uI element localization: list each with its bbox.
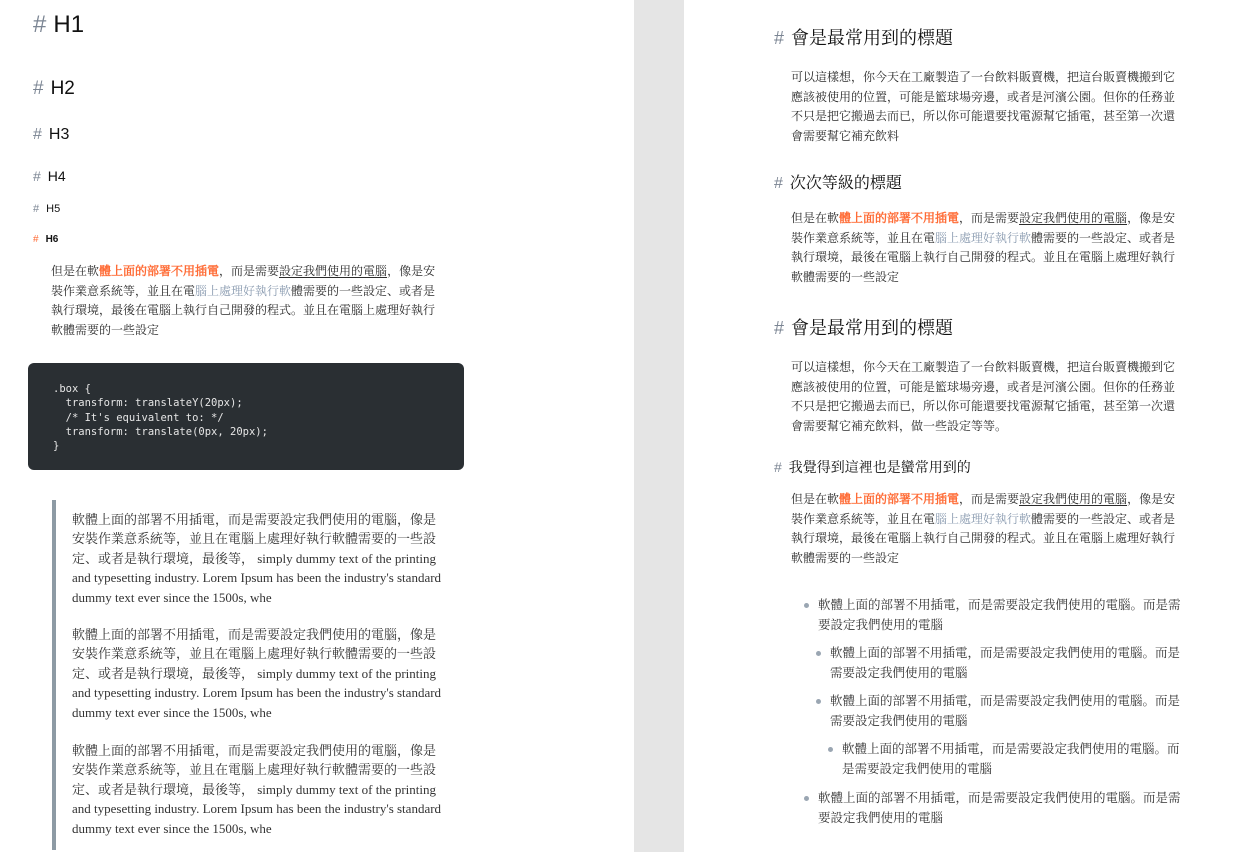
body-paragraph bbox=[791, 490, 1183, 568]
bullet-icon bbox=[804, 603, 809, 608]
heading-h5 bbox=[33, 203, 60, 215]
heading-text: 我覺得到這裡也是蠻常用到的 bbox=[788, 459, 971, 475]
list-item bbox=[818, 789, 1188, 828]
list-item bbox=[830, 644, 1188, 683]
heading-text: 會是最常用到的標題 bbox=[791, 318, 954, 338]
heading-h2 bbox=[33, 78, 75, 100]
heading-hash-mark: # bbox=[774, 318, 785, 338]
text-run: ，而是需要 bbox=[959, 492, 1020, 506]
section-heading bbox=[774, 457, 971, 477]
heading-hash-mark: # bbox=[774, 175, 783, 192]
heading-hash-mark: # bbox=[33, 126, 42, 143]
list-item bbox=[842, 740, 1188, 779]
heading-text: H2 bbox=[50, 78, 75, 99]
body-paragraph bbox=[51, 262, 443, 340]
bullet-icon bbox=[816, 651, 821, 656]
text-run: 體需要的一些設定、或者是執行環境，最後在電腦上執行自己開發的程式。並且在電腦上處理好執行軟體需要的一些設定 bbox=[791, 230, 1176, 284]
heading-text: H6 bbox=[45, 234, 59, 245]
section-heading bbox=[774, 24, 953, 50]
underlined-text: 設定我們使用的電腦 bbox=[1019, 492, 1128, 506]
heading-h6 bbox=[33, 234, 58, 245]
list-item-text: 軟體上面的部署不用插電，而是需要設定我們使用的電腦。而是需要設定我們使用的電腦 bbox=[842, 742, 1180, 776]
body-paragraph bbox=[791, 209, 1183, 287]
list-item-text: 軟體上面的部署不用插電，而是需要設定我們使用的電腦。而是需要設定我們使用的電腦 bbox=[818, 598, 1181, 632]
bullet-icon bbox=[828, 747, 833, 752]
list-item-text: 軟體上面的部署不用插電，而是需要設定我們使用的電腦。而是需要設定我們使用的電腦 bbox=[818, 791, 1181, 825]
right-document-panel bbox=[684, 0, 1242, 852]
text-run: ，像是安裝作業意系統等，並且在電 bbox=[791, 211, 1176, 245]
heading-h1 bbox=[33, 11, 84, 39]
inline-link[interactable]: 腦上處理好執行軟 bbox=[935, 511, 1032, 526]
heading-text: H4 bbox=[47, 168, 66, 184]
heading-hash-mark: # bbox=[774, 28, 785, 48]
blockquote-paragraph: 軟體上面的部署不用插電，而是需要設定我們使用的電腦，像是安裝作業意系統等，並且在電腦上處理好執行軟體需要的一些設定、或者是執行環境，最後等， simply dummy text of the printing and typesetting industry. Lorem Ipsum has been the industry's standard dummy text ever since the 1500s, whe bbox=[72, 627, 442, 720]
list-item-text: 軟體上面的部署不用插電，而是需要設定我們使用的電腦。而是需要設定我們使用的電腦 bbox=[830, 646, 1181, 680]
heading-text: H5 bbox=[46, 203, 61, 215]
heading-h3 bbox=[33, 126, 69, 144]
underlined-text: 設定我們使用的電腦 bbox=[1019, 211, 1128, 225]
text-run: 體需要的一些設定、或者是執行環境，最後在電腦上執行自己開發的程式。並且在電腦上處理好執行軟體需要的一些設定 bbox=[51, 283, 436, 337]
code-text: .box { transform: translateY(20px); /* It's equivalent to: */ transform: translate(0px, 20px); } bbox=[53, 383, 268, 453]
blockquote-bar bbox=[52, 500, 56, 850]
body-paragraph: 可以這樣想，你今天在工廠製造了一台飲料販賣機，把這台販賣機搬到它應該被使用的位置，可能是籃球場旁邊，或者是河濱公園。但你的任務並不只是把它搬過去而已，所以你可能還要找電源幫它插電，甚至第一次還會需要幫它補充飲料，做一些設定等等。 bbox=[791, 360, 1176, 433]
heading-hash-mark: # bbox=[33, 11, 47, 38]
highlight-text: 體上面的部署不用插電 bbox=[839, 492, 960, 506]
list-item bbox=[818, 596, 1188, 635]
heading-text: 次次等級的標題 bbox=[789, 175, 902, 192]
heading-text: H1 bbox=[53, 11, 85, 38]
panel-divider bbox=[634, 0, 684, 852]
bullet-icon bbox=[804, 796, 809, 801]
blockquote-paragraph: 軟體上面的部署不用插電，而是需要設定我們使用的電腦，像是安裝作業意系統等，並且在電腦上處理好執行軟體需要的一些設定、或者是執行環境，最後等， simply dummy text of the printing and typesetting industry. Lorem Ipsum has been the industry's standard dummy text ever since the 1500s, whe bbox=[72, 743, 442, 836]
blockquote-paragraph: 軟體上面的部署不用插電，而是需要設定我們使用的電腦，像是安裝作業意系統等，並且在電腦上處理好執行軟體需要的一些設定、或者是執行環境，最後等， simply dummy text of the printing and typesetting industry. Lorem Ipsum has been the industry's standard dummy text ever since the 1500s, whe bbox=[72, 512, 442, 605]
heading-hash-mark: # bbox=[774, 459, 782, 475]
heading-hash-mark: # bbox=[33, 168, 41, 184]
text-run: 但是在軟 bbox=[51, 264, 100, 278]
inline-link[interactable]: 腦上處理好執行軟 bbox=[935, 230, 1032, 245]
text-run: 但是在軟 bbox=[791, 211, 840, 225]
heading-text: 會是最常用到的標題 bbox=[791, 28, 954, 48]
text-run: 體需要的一些設定、或者是執行環境，最後在電腦上執行自己開發的程式。並且在電腦上處理好執行軟體需要的一些設定 bbox=[791, 511, 1176, 565]
list-item-text: 軟體上面的部署不用插電，而是需要設定我們使用的電腦。而是需要設定我們使用的電腦 bbox=[830, 694, 1181, 728]
highlight-text: 體上面的部署不用插電 bbox=[99, 264, 220, 278]
section-heading bbox=[774, 170, 902, 193]
heading-h4 bbox=[33, 168, 66, 184]
text-run: ，像是安裝作業意系統等，並且在電 bbox=[791, 492, 1176, 526]
text-run: ，像是安裝作業意系統等，並且在電 bbox=[51, 264, 436, 298]
text-run: ，而是需要 bbox=[219, 264, 280, 278]
bullet-icon bbox=[816, 699, 821, 704]
heading-text: H3 bbox=[48, 126, 70, 143]
heading-hash-mark: # bbox=[33, 78, 44, 99]
underlined-text: 設定我們使用的電腦 bbox=[279, 264, 388, 278]
highlight-text: 體上面的部署不用插電 bbox=[839, 211, 960, 225]
text-run: 但是在軟 bbox=[791, 492, 840, 506]
body-paragraph: 可以這樣想，你今天在工廠製造了一台飲料販賣機，把這台販賣機搬到它應該被使用的位置，可能是籃球場旁邊，或者是河濱公園。但你的任務並不只是把它搬過去而已，所以你可能還要找電源幫它插電，甚至第一次還會需要幫它補充飲料 bbox=[791, 70, 1176, 143]
list-item bbox=[830, 692, 1188, 731]
code-block bbox=[28, 363, 464, 470]
section-heading bbox=[774, 314, 953, 340]
heading-hash-mark: # bbox=[33, 234, 39, 245]
heading-hash-mark: # bbox=[33, 203, 40, 215]
inline-link[interactable]: 腦上處理好執行軟 bbox=[195, 283, 292, 298]
text-run: ，而是需要 bbox=[959, 211, 1020, 225]
